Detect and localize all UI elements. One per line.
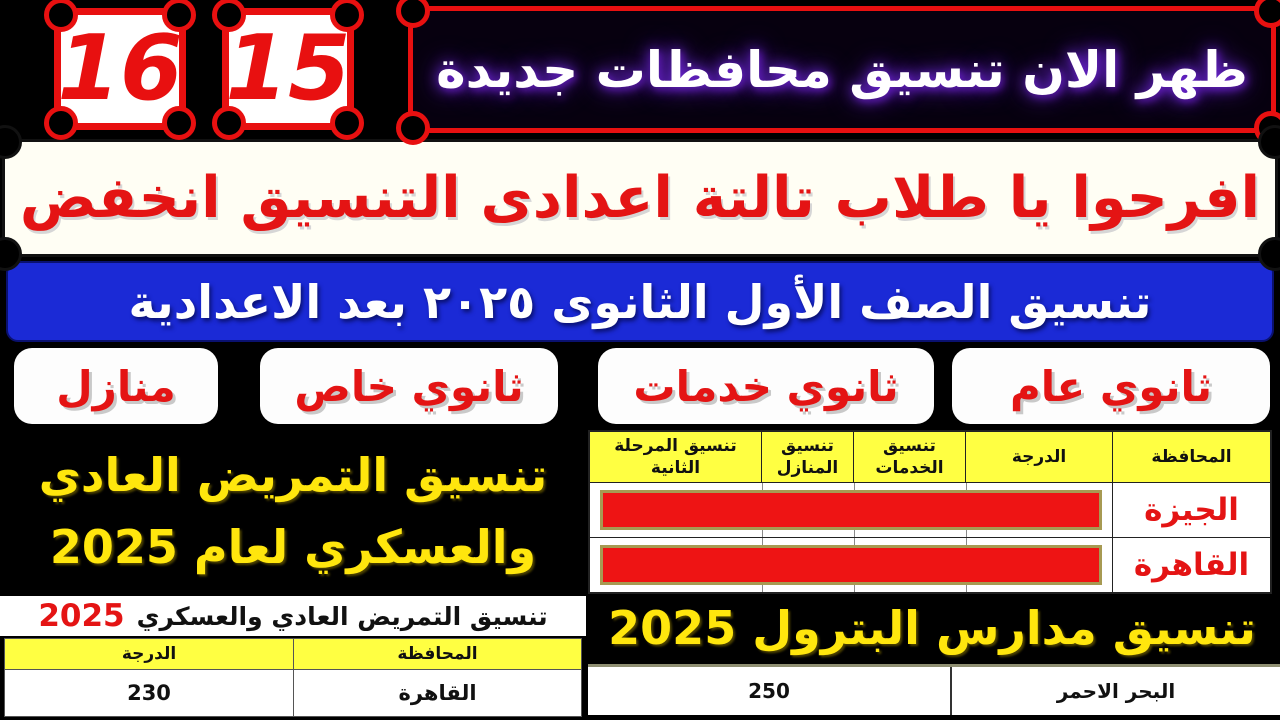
nursing-table-header	[5, 639, 581, 669]
corner-notch	[0, 125, 22, 159]
header-degree: الدرجة	[966, 432, 1113, 482]
top-banner	[408, 6, 1276, 133]
header-second-stage: تنسيق المرحلة الثانية	[590, 432, 762, 482]
category-button-thanawi-khadamat[interactable]: ثانوي خدمات	[598, 348, 934, 424]
headline-banner	[2, 139, 1278, 257]
header-governorate: المحافظة	[397, 644, 478, 664]
category-button-thanawi-aam[interactable]: ثانوي عام	[952, 348, 1270, 424]
governorate-cell: القاهرة	[398, 681, 477, 705]
petroleum-title: تنسيق مدارس البترول 2025	[608, 601, 1256, 655]
nursing-promo-line2: والعسكري لعام 2025	[49, 520, 537, 574]
values-cell	[590, 538, 1113, 592]
values-cell	[590, 483, 1113, 537]
degree-cell: 250	[588, 667, 952, 715]
blue-banner-text: تنسيق الصف الأول الثانوى ٢٠٢٥ بعد الاعدادية	[128, 274, 1152, 329]
top-banner-text: ظهر الان تنسيق محافظات جديدة	[436, 40, 1248, 99]
nursing-title-text: تنسيق التمريض العادي والعسكري	[136, 601, 548, 631]
header-governorate: المحافظة	[1151, 446, 1232, 467]
badge-number: 15	[225, 16, 351, 121]
redacted-values-bar	[600, 490, 1102, 530]
governorate-table-header	[590, 432, 1270, 482]
nursing-table	[4, 638, 582, 717]
table-row	[5, 669, 581, 716]
episode-badge-16	[54, 8, 186, 130]
corner-notch	[1254, 0, 1280, 28]
governorate-cell: القاهرة	[1133, 547, 1250, 583]
redacted-values-bar	[600, 545, 1102, 585]
badge-number: 16	[57, 16, 183, 121]
category-button-manazel[interactable]: منازل	[14, 348, 218, 424]
degree-cell: 230	[5, 670, 294, 716]
episode-badge-15	[222, 8, 354, 130]
nursing-table-title	[0, 596, 586, 636]
governorate-cell: البحر الاحمر	[1056, 679, 1176, 703]
table-row	[590, 482, 1270, 537]
nursing-title-year: 2025	[38, 598, 125, 634]
nursing-promo	[0, 430, 586, 592]
governorate-table	[588, 430, 1272, 594]
header-homes: تنسيق المنازل	[762, 432, 854, 482]
header-degree: الدرجة	[5, 639, 294, 669]
governorate-cell: الجيزة	[1144, 492, 1239, 528]
corner-notch	[396, 111, 430, 145]
nursing-promo-line1: تنسيق التمريض العادي	[38, 448, 548, 502]
petroleum-table-row	[588, 664, 1280, 715]
corner-notch	[396, 0, 430, 28]
category-button-thanawi-khas[interactable]: ثانوي خاص	[260, 348, 558, 424]
blue-subtitle-banner	[6, 261, 1274, 342]
table-row	[590, 537, 1270, 592]
header-services: تنسيق الخدمات	[854, 432, 966, 482]
corner-notch	[1258, 125, 1280, 159]
headline-text: افرحوا يا طلاب تالتة اعدادى التنسيق انخفض	[19, 165, 1261, 231]
